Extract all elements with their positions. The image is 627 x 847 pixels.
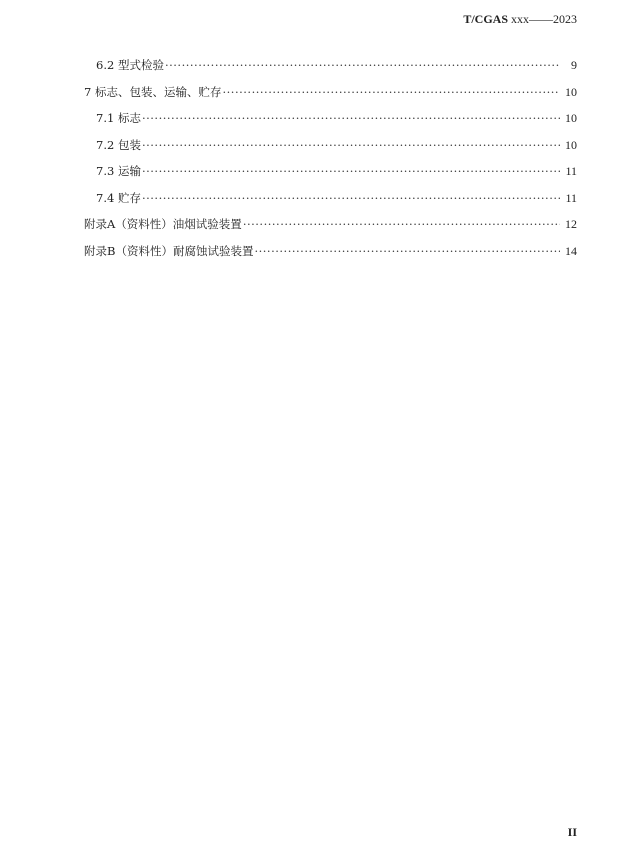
- toc-entry-page: 11: [565, 164, 577, 178]
- toc-entry-7-4[interactable]: [84, 188, 577, 215]
- toc-leader-dots: [142, 161, 560, 181]
- toc-entry-title: 7.2 包装: [96, 137, 141, 152]
- toc-entry-page: 10: [565, 84, 577, 99]
- toc-entry-title: 6.2 型式检验: [96, 58, 164, 72]
- toc-leader-dots: [254, 241, 560, 261]
- toc-leader-dots: [142, 108, 560, 128]
- toc-entry-appendix-b[interactable]: [84, 241, 577, 268]
- toc-entry-appendix-a[interactable]: [84, 214, 577, 241]
- toc-entry-title: 7.3 运输: [96, 164, 141, 178]
- toc-entry-7-2[interactable]: [84, 135, 577, 162]
- toc-entry-title: 7.4 贮存: [96, 190, 141, 205]
- toc-leader-dots: [165, 55, 560, 75]
- toc-entry-7-1[interactable]: [84, 108, 577, 135]
- standard-suffix: xxx——2023: [511, 12, 577, 26]
- toc-entry-page: 9: [571, 58, 577, 72]
- toc-entry-page: 10: [565, 137, 577, 152]
- toc-entry-6-2[interactable]: [84, 55, 577, 82]
- toc-entry-title: 附录A（资料性）油烟试验装置: [84, 217, 242, 231]
- toc-entry-7[interactable]: [84, 82, 577, 109]
- toc-entry-7-3[interactable]: [84, 161, 577, 188]
- page-number: II: [567, 825, 577, 839]
- toc-leader-dots: [142, 188, 560, 208]
- toc-entry-page: 11: [565, 190, 577, 205]
- page-header: [463, 12, 577, 27]
- toc-entry-page: 10: [565, 111, 577, 125]
- standard-code: T/CGAS: [463, 12, 508, 26]
- toc-entry-title: 附录B（资料性）耐腐蚀试验装置: [84, 243, 254, 258]
- toc-leader-dots: [142, 135, 560, 155]
- table-of-contents: [84, 55, 577, 267]
- toc-entry-page: 14: [565, 243, 577, 258]
- toc-leader-dots: [243, 214, 560, 234]
- toc-entry-title: 7 标志、包装、运输、贮存: [84, 84, 222, 99]
- toc-entry-title: 7.1 标志: [96, 111, 141, 125]
- toc-leader-dots: [222, 82, 560, 102]
- toc-entry-page: 12: [565, 217, 577, 231]
